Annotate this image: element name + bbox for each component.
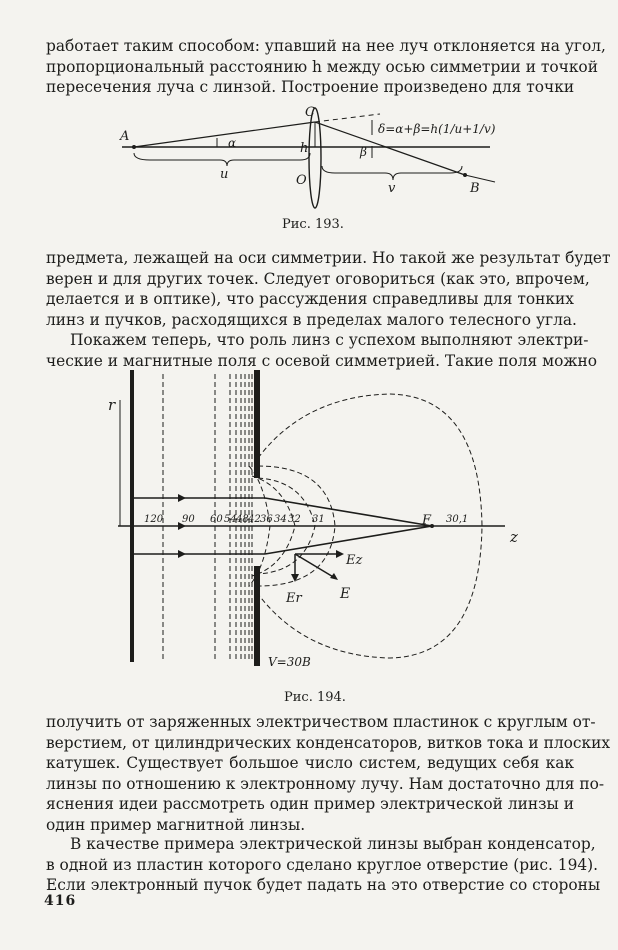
text-line: линз и пучков, расходящихся в пределах малого телесного угла. xyxy=(46,310,577,329)
label-ez: Ez xyxy=(346,553,363,568)
text-line: в одной из пластин которого сделано круглое отверстие (рис. 194). xyxy=(46,855,599,874)
text-line: Если электронный пучок будет падать на это отверстие со стороны xyxy=(46,876,601,894)
point-b xyxy=(463,173,467,177)
potential-value: 54 xyxy=(224,514,237,525)
label-beta: β xyxy=(360,145,367,159)
figure-193-lens-diagram xyxy=(110,100,500,215)
paragraph-1 xyxy=(46,36,606,98)
label-voltage: V=30В xyxy=(268,655,311,669)
potential-value: 34 xyxy=(274,514,287,525)
label-e: E xyxy=(340,586,351,602)
label-formula: δ=α+β=h(1/u+1/v) xyxy=(378,122,496,136)
text-line: верстием, от цилиндрических конденсаторов, витков тока и плоских xyxy=(46,733,611,752)
potential-value: 42 xyxy=(248,514,261,525)
paragraph-5 xyxy=(46,834,601,896)
text-line: работает таким способом: упавший на нее луч отклоняется на угол, xyxy=(46,37,606,55)
ray-extension xyxy=(315,114,380,122)
text-line: делается и в оптике), что рассуждения справедливы для тонких xyxy=(46,290,574,308)
potential-value: 32 xyxy=(288,514,301,525)
v-brace xyxy=(322,166,462,180)
figure-193-caption: Рис. 193. xyxy=(282,217,344,232)
text-line: Покажем теперь, что роль линз с успехом выполняют электри- xyxy=(70,331,589,349)
label-o: O xyxy=(296,173,307,188)
label-r: r xyxy=(108,396,116,414)
text-line: ческие и магнитные поля с осевой симметрией. Такие поля можно xyxy=(46,351,598,370)
text-line: линзы по отношению к электронному лучу. Нам достаточно для по- xyxy=(46,774,605,793)
paragraph-3 xyxy=(46,330,598,371)
potential-value: 48 xyxy=(236,514,249,525)
text-line: В качестве примера электрической линзы выбран конденсатор, xyxy=(70,835,596,853)
incident-ray xyxy=(134,122,315,147)
potential-value: 30,1 xyxy=(446,514,469,525)
label-h: h xyxy=(300,141,309,156)
potential-value: 36 xyxy=(260,514,273,525)
label-b: B xyxy=(470,181,480,196)
figure-194-electric-lens xyxy=(90,366,530,686)
text-line: предмета, лежащей на оси симметрии. Но такой же результат будет xyxy=(46,249,611,267)
label-alpha: α xyxy=(228,136,237,150)
ray-arrows xyxy=(178,494,186,558)
field-vector-heads xyxy=(291,550,344,582)
potential-value: 31 xyxy=(312,514,325,525)
text-line: верен и для других точек. Следует оговориться (как это, впрочем, xyxy=(46,269,590,288)
u-brace xyxy=(134,153,310,166)
label-z: z xyxy=(510,528,518,546)
figure-194-caption: Рис. 194. xyxy=(284,690,346,705)
label-f: F xyxy=(422,513,432,528)
paragraph-4 xyxy=(46,712,611,835)
text-line: пропорциональный расстоянию h между осью симметрии и точкой xyxy=(46,57,598,76)
label-a: A xyxy=(120,129,130,144)
text-line: яснения идеи рассмотреть один пример электрической линзы и xyxy=(46,795,574,813)
potential-value: 60 xyxy=(210,514,223,525)
text-line: один пример магнитной линзы. xyxy=(46,815,306,834)
label-c: C xyxy=(305,105,315,120)
potential-value: 120 xyxy=(144,514,164,525)
point-a xyxy=(132,145,136,149)
label-u: u xyxy=(220,167,229,182)
label-er: Er xyxy=(286,591,302,606)
text-line: катушек. Существует большое число систем, ведущих себя как xyxy=(46,754,574,772)
text-line: получить от заряженных электричеством пластинок с круглым от- xyxy=(46,713,596,731)
potential-value: 90 xyxy=(182,514,195,525)
paragraph-2 xyxy=(46,248,611,330)
text-line: пересечения луча с линзой. Построение произведено для точки xyxy=(46,78,575,96)
page-number: 416 xyxy=(44,893,77,909)
label-v: v xyxy=(388,181,396,196)
